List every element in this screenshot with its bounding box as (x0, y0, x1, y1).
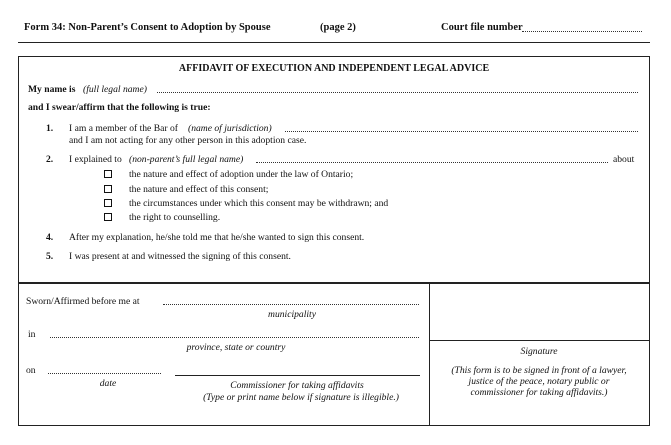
checkbox-adoption-law[interactable] (104, 170, 112, 178)
checkbox-consent-effect[interactable] (104, 185, 112, 193)
municipality-hint: municipality (268, 309, 316, 320)
signature-label: Signature (520, 346, 558, 357)
item5-text: I was present at and witnessed the signing of this consent. (69, 251, 291, 262)
signature-note: (This form is to be signed in front of a lawyer, (451, 365, 627, 376)
my-name-field[interactable] (157, 92, 638, 93)
signature-line (430, 340, 650, 341)
commissioner-label: Commissioner for taking affidavits (230, 380, 364, 391)
date-field[interactable] (48, 373, 161, 374)
province-field[interactable] (50, 337, 419, 338)
in-label: in (28, 329, 36, 340)
checklist-item: the nature and effect of this consent; (129, 184, 269, 195)
province-hint: province, state or country (186, 342, 286, 353)
affidavit-title: AFFIDAVIT OF EXECUTION AND INDEPENDENT LEGAL ADVICE (178, 63, 490, 74)
swear-line: and I swear/affirm that the following is true: (28, 102, 211, 113)
non-parent-name-field[interactable] (256, 162, 608, 163)
court-file-number-field[interactable] (522, 31, 642, 32)
checklist-item: the right to counselling. (129, 212, 221, 223)
checklist-item: the circumstances under which this consent may be withdrawn; and (129, 198, 389, 209)
checklist-item: the nature and effect of adoption under the law of Ontario; (129, 169, 354, 180)
jurisdiction-field[interactable] (285, 131, 638, 132)
jurat-divider (429, 283, 430, 426)
item2-number: 2. (46, 154, 54, 165)
commissioner-instruction: (Type or print name below if signature is illegible.) (203, 392, 399, 403)
my-name-hint: (full legal name) (83, 84, 147, 95)
item1-continuation: and I am not acting for any other person in this adoption case. (69, 135, 307, 146)
item2-about: about (613, 154, 635, 165)
item1-text: I am a member of the Bar of (69, 123, 178, 134)
item4-text: After my explanation, he/she told me that he/she wanted to sign this consent. (69, 232, 365, 243)
court-file-label: Court file number (441, 22, 523, 33)
sworn-label: Sworn/Affirmed before me at (26, 296, 140, 307)
commissioner-signature-line (175, 375, 420, 376)
on-label: on (26, 365, 36, 376)
item2-text: I explained to (69, 154, 122, 165)
item1-hint: (name of jurisdiction) (188, 123, 272, 134)
municipality-field[interactable] (163, 304, 419, 305)
signature-note: commissioner for taking affidavits.) (470, 387, 608, 398)
header-rule (18, 42, 650, 43)
date-hint: date (99, 378, 117, 389)
item2-hint: (non-parent’s full legal name) (129, 154, 244, 165)
item4-number: 4. (46, 232, 54, 243)
page-number: (page 2) (320, 22, 356, 33)
signature-note: justice of the peace, notary public or (468, 376, 610, 387)
checkbox-counselling[interactable] (104, 213, 112, 221)
item1-number: 1. (46, 123, 54, 134)
form-title: Form 34: Non-Parent’s Consent to Adoption by Spouse (24, 22, 271, 33)
my-name-label: My name is (28, 84, 76, 95)
checkbox-withdrawal[interactable] (104, 199, 112, 207)
item5-number: 5. (46, 251, 54, 262)
